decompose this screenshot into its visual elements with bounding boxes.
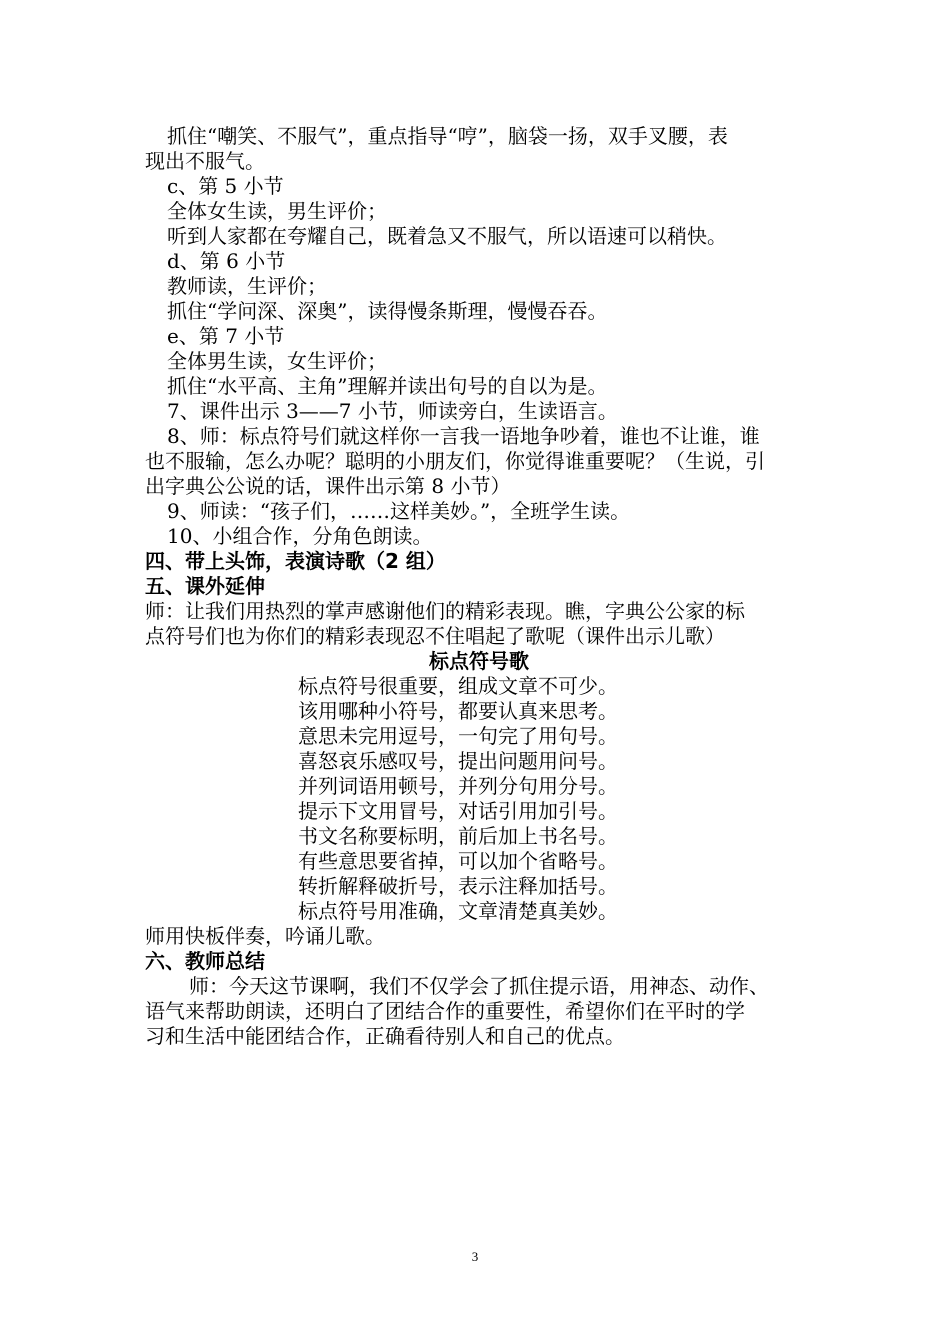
song-line: 标点符号用准确，文章清楚真美妙。 xyxy=(298,899,618,923)
summary-paragraph xyxy=(145,974,813,1049)
text-line: 全体女生读，男生评价； xyxy=(167,199,387,223)
text-line: 语气来帮助朗读，还明白了团结合作的重要性，希望你们在平时的学 xyxy=(145,999,745,1023)
text-line: 7、课件出示 3——7 小节，师读旁白，生读语言。 xyxy=(167,399,618,423)
text-line: 现出不服气。 xyxy=(145,149,265,173)
text-line: 抓住“嘲笑、不服气”，重点指导“哼”，脑袋一扬，双手叉腰，表 xyxy=(167,124,728,148)
text-line: 10、小组合作，分角色朗读。 xyxy=(167,524,433,548)
text-line: 点符号们也为你们的精彩表现忍不住唱起了歌呢（课件出示儿歌） xyxy=(145,624,725,648)
text-line: 师：今天这节课啊，我们不仅学会了抓住提示语，用神态、动作、 xyxy=(189,974,769,998)
text-line: 出字典公公说的话，课件出示第 8 小节） xyxy=(145,474,511,498)
song-line: 提示下文用冒号，对话引用加引号。 xyxy=(298,799,618,823)
song-line: 有些意思要省掉，可以加个省略号。 xyxy=(298,849,618,873)
section-heading-5: 五、课外延伸 xyxy=(145,574,265,598)
after-song-text: 师用快板伴奏，吟诵儿歌。 xyxy=(145,924,385,948)
section-heading-6: 六、教师总结 xyxy=(145,949,265,973)
text-line: e、第 7 小节 xyxy=(167,324,285,348)
text-line: d、第 6 小节 xyxy=(167,249,286,273)
song-line: 标点符号很重要，组成文章不可少。 xyxy=(298,674,618,698)
page-content xyxy=(145,124,813,1049)
text-line: 也不服输，怎么办呢？聪明的小朋友们，你觉得谁重要呢？（生说，引 xyxy=(145,449,765,473)
song-line: 书文名称要标明，前后加上书名号。 xyxy=(298,824,618,848)
text-line: 抓住“学问深、深奥”，读得慢条斯理，慢慢吞吞。 xyxy=(167,299,608,323)
text-line: 师：让我们用热烈的掌声感谢他们的精彩表现。瞧，字典公公家的标 xyxy=(145,599,745,623)
page-number: 3 xyxy=(471,1249,479,1264)
song-lyrics xyxy=(145,674,813,924)
song-line: 该用哪种小符号，都要认真来思考。 xyxy=(298,699,618,723)
text-line: 习和生活中能团结合作，正确看待别人和自己的优点。 xyxy=(145,1024,625,1048)
text-line: 听到人家都在夸耀自己，既着急又不服气，所以语速可以稍快。 xyxy=(167,224,727,248)
song-line: 喜怒哀乐感叹号，提出问题用问号。 xyxy=(298,749,618,773)
text-line: 8、师：标点符号们就这样你一言我一语地争吵着，谁也不让谁，谁 xyxy=(167,424,760,448)
extension-paragraph xyxy=(145,599,813,649)
text-line: 教师读，生评价； xyxy=(167,274,327,298)
song-line: 转折解释破折号，表示注释加括号。 xyxy=(298,874,618,898)
text-line: 全体男生读，女生评价； xyxy=(167,349,387,373)
lesson-steps xyxy=(145,124,813,549)
text-line: 抓住“水平高、主角”理解并读出句号的自以为是。 xyxy=(167,374,608,398)
song-title: 标点符号歌 xyxy=(429,649,529,673)
text-line: 9、师读：“孩子们，……这样美妙。”，全班学生读。 xyxy=(167,499,631,523)
text-line: c、第 5 小节 xyxy=(167,174,284,198)
song-line: 意思未完用逗号，一句完了用句号。 xyxy=(298,724,618,748)
song-line: 并列词语用顿号，并列分句用分号。 xyxy=(298,774,618,798)
section-heading-4: 四、带上头饰，表演诗歌（2 组） xyxy=(145,549,446,573)
